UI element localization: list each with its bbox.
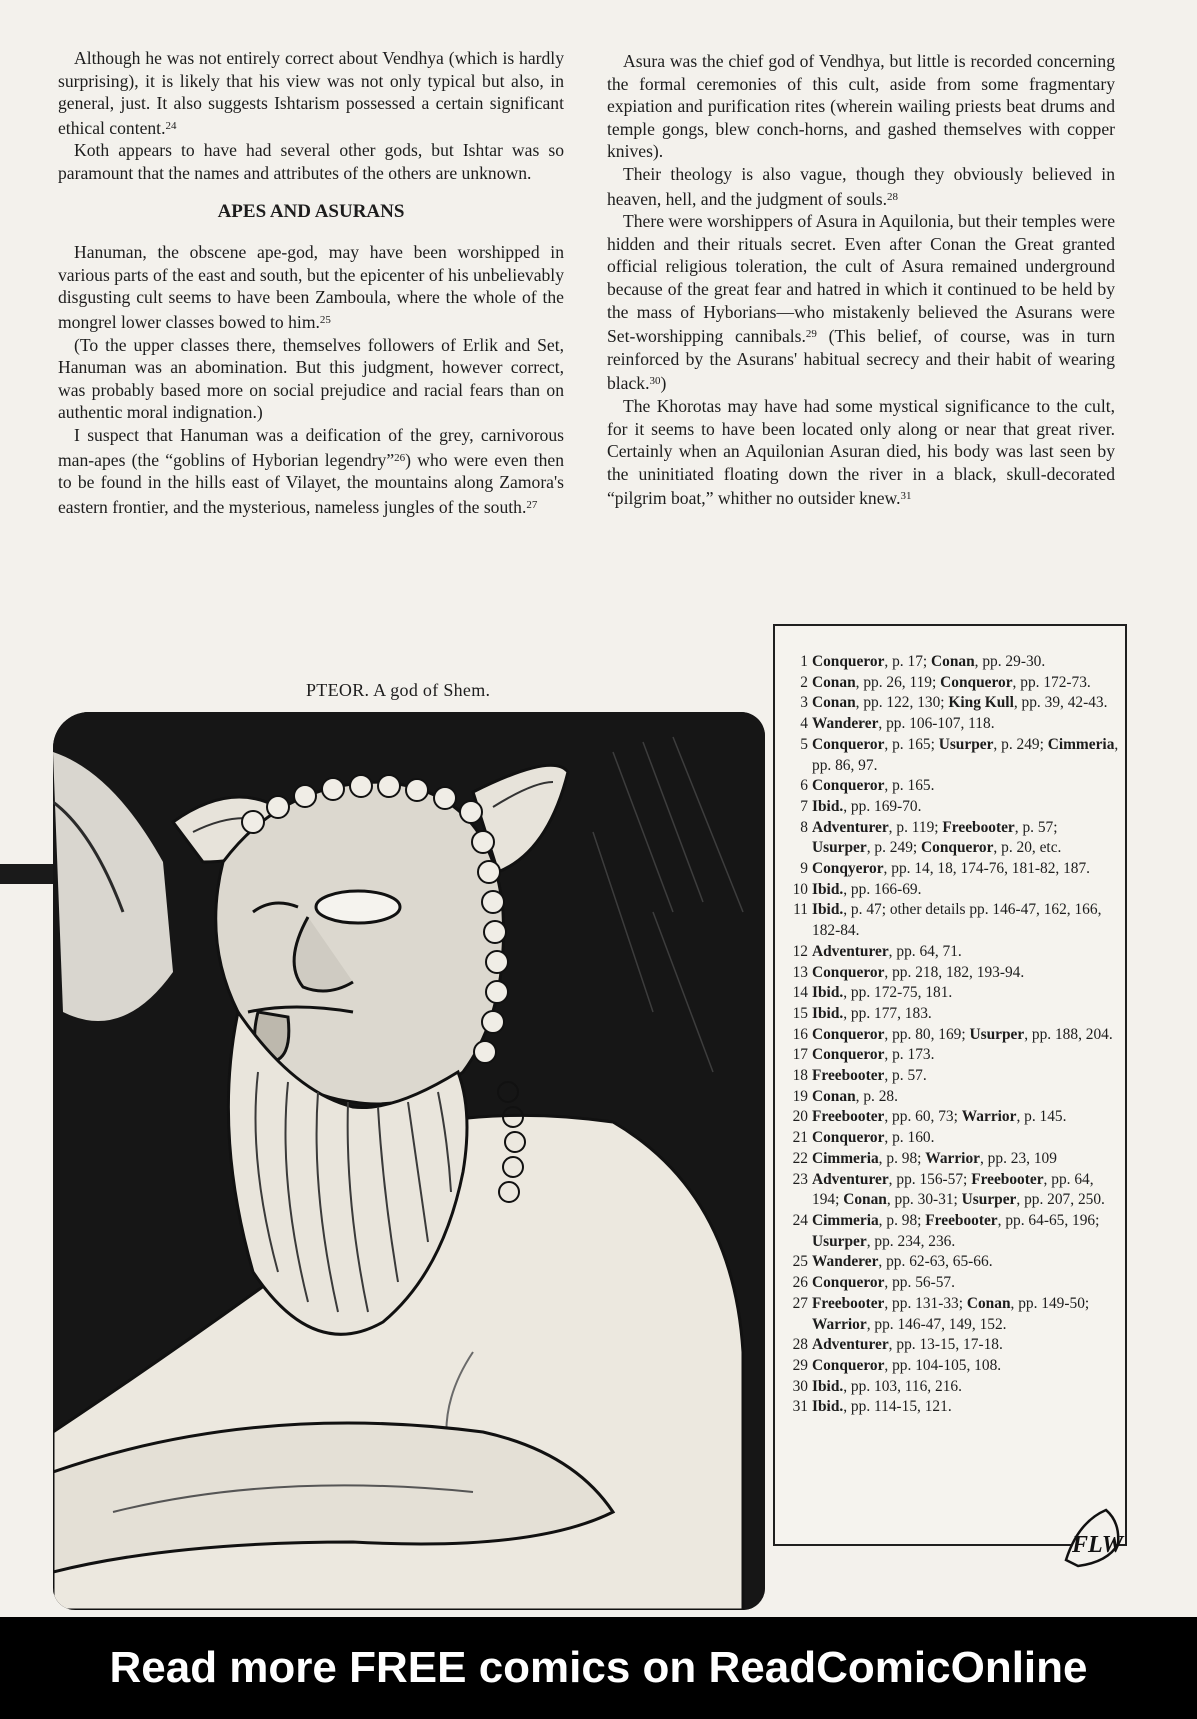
footnote-number: 2 xyxy=(800,673,808,691)
footnote-number: 7 xyxy=(800,797,808,815)
source-title: Freebooter xyxy=(942,818,1015,836)
footnote-number: 1 xyxy=(800,653,808,670)
page-reference: , pp. 166-69. xyxy=(843,880,922,898)
page-reference: , p. 249; xyxy=(866,839,922,857)
right-column xyxy=(607,50,1115,510)
page-reference: , pp. 60, 73; xyxy=(884,1108,962,1126)
source-title: Ibid. xyxy=(812,984,844,1002)
footnote-item xyxy=(775,1107,1119,1128)
source-title: Adventurer xyxy=(812,818,889,836)
source-title: Freebooter xyxy=(971,1170,1044,1188)
footnote-number: 12 xyxy=(792,942,808,960)
source-title: Conan xyxy=(812,673,856,691)
footnote-text xyxy=(812,1377,1119,1398)
page-reference: , pp. 177, 183. xyxy=(843,1004,932,1022)
source-title: Usurper xyxy=(938,735,994,753)
footnote-item xyxy=(775,983,1119,1004)
page-reference: , p. 173. xyxy=(884,1046,935,1064)
footnote-text xyxy=(812,1294,1119,1335)
footnote-item xyxy=(775,776,1119,797)
footnote-text xyxy=(812,1211,1119,1252)
source-title: Warrior xyxy=(961,1108,1017,1126)
page-reference: , pp. 29-30. xyxy=(974,653,1046,670)
footnote-number: 24 xyxy=(792,1211,808,1229)
source-title: Usurper xyxy=(812,839,867,857)
source-title: Ibid. xyxy=(812,1004,844,1022)
footnote-number: 16 xyxy=(792,1025,808,1043)
illustration-caption: PTEOR. A god of Shem. xyxy=(306,680,491,700)
footnote-item xyxy=(775,1128,1119,1149)
page-reference: , p. 98; xyxy=(878,1149,926,1167)
paragraph: Although he was not entirely correct about Vendhya (which is hardly surprising), it is likely that his view was not only typical but also, in general, just. It also suggests Ishtarism possessed a certain significant ethical content.$^{24}$ xyxy=(58,48,564,138)
source-title: Adventurer xyxy=(812,1336,889,1354)
footnote-text xyxy=(812,1045,1119,1066)
section-heading: APES AND ASURANS xyxy=(217,200,405,222)
footnote-item xyxy=(775,1045,1119,1066)
page-reference: , pp. 80, 169; xyxy=(884,1025,970,1043)
source-title: King Kull xyxy=(948,694,1014,712)
footnote-item xyxy=(775,1004,1119,1025)
source-title: Warrior xyxy=(812,1315,867,1333)
footnote-ref[interactable]: 24 xyxy=(165,119,177,132)
footnote-ref[interactable]: 27 xyxy=(526,498,538,511)
page-reference: , pp. 56-57. xyxy=(884,1274,955,1292)
footnote-number: 15 xyxy=(792,1004,808,1022)
source-title: Conan xyxy=(843,1191,887,1209)
footnote-number: 25 xyxy=(792,1253,808,1271)
page-reference: , p. 160. xyxy=(884,1129,935,1147)
footnote-text xyxy=(812,673,1119,694)
pteor-illustration xyxy=(53,712,765,1610)
source-title: Cimmeria xyxy=(1047,735,1115,753)
paragraph: The Khorotas may have had some mystical significance to the cult, for it seems to have been located only along or near that great river. Certainly when an Aquilonian Asuran died, his body was last seen by the uninitiated floating down the river in a black, skull-decorated “pilgrim boat,” whither no outsider knew.$^{31}$ xyxy=(607,395,1115,509)
footnote-text xyxy=(812,900,1119,941)
footnote-ref[interactable]: 31 xyxy=(900,490,912,503)
footnote-text xyxy=(812,942,1119,963)
paragraph: Hanuman, the obscene ape-god, may have been worshipped in various parts of the east and south, but the epicenter of his unbelievably disgusting cult seems to have been Zamboula, where the whole of the mongrel lower classes bowed to him.$^{25}$ xyxy=(58,242,564,332)
footnote-text xyxy=(812,1356,1119,1377)
footnote-text xyxy=(812,1128,1119,1149)
paragraph: Koth appears to have had several other gods, but Ishtar was so paramount that the names and attributes of the others are unknown. xyxy=(58,140,564,183)
footnote-number: 9 xyxy=(800,860,808,878)
footnote-number: 22 xyxy=(792,1149,808,1167)
footnote-text xyxy=(812,1087,1119,1108)
footnote-number: 19 xyxy=(792,1087,808,1105)
footnote-item xyxy=(775,859,1119,880)
footnote-number: 13 xyxy=(792,963,808,981)
paragraph: (To the upper classes there, themselves followers of Erlik and Set, Hanuman was an abomination. But this judgment, however correct, was probably based more on social prejudice and racial fears than on authentic moral indignation.) xyxy=(58,334,564,423)
source-title: Conan xyxy=(966,1294,1011,1312)
footnote-text xyxy=(812,963,1119,984)
footnote-item xyxy=(775,652,1119,673)
source-title: Conqueror xyxy=(812,1129,885,1147)
page-reference: , p. 57. xyxy=(884,1067,927,1085)
page-reference: , pp. 64-65, 196; xyxy=(997,1211,1100,1229)
footnote-item xyxy=(775,1294,1119,1335)
source-title: Conqueror xyxy=(812,1025,885,1043)
page-reference: , pp. 218, 182, 193-94. xyxy=(884,963,1025,981)
paragraph: Their theology is also vague, though they obviously believed in heaven, hell, and the judgment of souls.$^{28}$ xyxy=(607,163,1115,209)
source-title: Ibid. xyxy=(812,901,844,919)
footnote-ref[interactable]: 26 xyxy=(394,451,406,464)
footnote-text xyxy=(812,1252,1119,1273)
footnote-number: 6 xyxy=(800,777,808,795)
footnote-ref[interactable]: 28 xyxy=(886,190,898,203)
footnote-item xyxy=(775,797,1119,818)
source-title: Conqueror xyxy=(812,963,885,981)
footnote-item xyxy=(775,1356,1119,1377)
page-reference: , pp. 13-15, 17-18. xyxy=(888,1336,1003,1354)
footnote-number: 8 xyxy=(800,818,808,836)
footnotes-list xyxy=(775,626,1125,1418)
source-title: Conan xyxy=(931,653,975,670)
page-reference: , pp. 149-50; xyxy=(1010,1294,1090,1312)
page-reference: , pp. 172-75, 181. xyxy=(843,984,953,1002)
footnote-text xyxy=(812,776,1119,797)
footnote-text xyxy=(812,1335,1119,1356)
footnote-item xyxy=(775,1211,1119,1252)
page-reference: , pp. 122, 130; xyxy=(855,694,949,712)
footnote-number: 5 xyxy=(800,735,808,753)
footnote-item xyxy=(775,942,1119,963)
footnote-text xyxy=(812,1025,1119,1046)
footnote-item xyxy=(775,693,1119,714)
left-column xyxy=(58,47,564,518)
page-reference: , pp. 62-63, 65-66. xyxy=(878,1253,993,1271)
page-reference: , pp. 146-47, 149, 152. xyxy=(866,1315,1007,1333)
footnote-item xyxy=(775,1377,1119,1398)
source-title: Ibid. xyxy=(812,797,844,815)
footnote-text xyxy=(812,797,1119,818)
page-reference: , pp. 131-33; xyxy=(884,1294,967,1312)
footnote-text xyxy=(812,983,1119,1004)
footnote-number: 10 xyxy=(792,880,808,898)
footnote-item xyxy=(775,963,1119,984)
page-reference: , pp. 26, 119; xyxy=(855,673,941,691)
source-title: Usurper xyxy=(969,1025,1025,1043)
footnote-text xyxy=(812,1107,1119,1128)
page-reference: , pp. 86, 97. xyxy=(812,735,1119,774)
page-reference: , pp. 169-70. xyxy=(843,797,922,815)
footnote-number: 4 xyxy=(800,715,808,733)
publisher-logo xyxy=(1058,1502,1128,1572)
footnote-item xyxy=(775,1397,1119,1418)
page-reference: , pp. 14, 18, 174-76, 181-82, 187. xyxy=(883,860,1091,878)
source-title: Freebooter xyxy=(812,1067,885,1085)
source-title: Freebooter xyxy=(812,1294,885,1312)
footnote-text xyxy=(812,1170,1119,1211)
source-title: Warrior xyxy=(925,1149,980,1167)
footnote-item xyxy=(775,1066,1119,1087)
footnote-item xyxy=(775,818,1119,859)
page-reference: , pp. 172-73. xyxy=(1012,673,1091,691)
footnote-number: 3 xyxy=(800,694,808,712)
promo-banner[interactable]: Read more FREE comics on ReadComicOnline xyxy=(0,1617,1197,1719)
page-reference: , pp. 156-57; xyxy=(888,1170,972,1188)
footnote-number: 27 xyxy=(792,1294,808,1312)
footnotes-box xyxy=(773,624,1127,1546)
footnote-number: 11 xyxy=(793,901,808,919)
source-title: Conan xyxy=(812,694,856,712)
footnote-text xyxy=(812,693,1119,714)
footnote-number: 14 xyxy=(792,984,808,1002)
source-title: Conqyeror xyxy=(812,860,884,878)
page-reference: , pp. 30-31; xyxy=(886,1191,962,1209)
page-reference: , p. 249; xyxy=(993,735,1048,753)
page-reference: , p. 47; other details pp. 146-47, 162, 166, 182-84. xyxy=(812,901,1102,940)
footnote-item xyxy=(775,1252,1119,1273)
paragraph: There were worshippers of Asura in Aquilonia, but their temples were hidden and their rituals secret. Even after Conan the Great granted official religious toleration, the cult of Asura remained underground because of the great fear and hatred in which it continued to be held by the mass of Hyborians—who mistakenly believed the Asurans were Set-worshipping cannibals.$^{29}$ (This belief, of course, was in turn reinforced by the Asurans' habitual secrecy and their habit of wearing black.$^{30}$) xyxy=(607,211,1116,394)
source-title: Wanderer xyxy=(812,715,879,733)
source-title: Conqueror xyxy=(812,653,885,670)
footnote-item xyxy=(775,1335,1119,1356)
footnote-item xyxy=(775,714,1119,735)
page-reference: , pp. 106-107, 118. xyxy=(878,715,995,733)
footnote-number: 31 xyxy=(792,1398,808,1416)
source-title: Conqueror xyxy=(812,1046,885,1064)
source-title: Conan xyxy=(812,1087,856,1105)
footnote-number: 26 xyxy=(792,1274,808,1292)
page-reference: , pp. 188, 204. xyxy=(1024,1025,1113,1043)
footnote-item xyxy=(775,1149,1119,1170)
footnote-number: 30 xyxy=(792,1377,808,1395)
paragraph: Asura was the chief god of Vendhya, but little is recorded concerning the formal ceremonies of this cult, aside from some fragmentary expiation and purification rites (wherein wailing priests beat drums and temple gongs, blew conch-horns, and gashed themselves with copper knives). xyxy=(607,51,1115,162)
footnote-text xyxy=(812,652,1119,673)
logo-text: FLW xyxy=(1072,1532,1124,1558)
footnote-item xyxy=(775,1170,1119,1211)
source-title: Ibid. xyxy=(812,1377,844,1395)
page-reference: , p. 98; xyxy=(878,1211,926,1229)
footnote-item xyxy=(775,880,1119,901)
footnote-item xyxy=(775,1087,1119,1108)
source-title: Ibid. xyxy=(812,880,844,898)
page-reference: , pp. 114-15, 121. xyxy=(843,1398,952,1416)
page-reference: , p. 165; xyxy=(884,735,939,753)
footnote-number: 23 xyxy=(792,1170,808,1188)
source-title: Conqueror xyxy=(812,1356,885,1374)
page-reference: , p. 28. xyxy=(855,1087,898,1105)
source-title: Cimmeria xyxy=(812,1149,879,1167)
footnote-number: 18 xyxy=(792,1067,808,1085)
page-reference: , pp. 207, 250. xyxy=(1016,1191,1105,1209)
footnote-text xyxy=(812,1066,1119,1087)
footnote-number: 28 xyxy=(792,1336,808,1354)
footnote-text xyxy=(812,714,1119,735)
footnote-text xyxy=(812,1397,1119,1418)
source-title: Usurper xyxy=(961,1191,1017,1209)
page-reference: , pp. 64, 71. xyxy=(888,942,962,960)
footnote-text xyxy=(812,1149,1119,1170)
footnote-text xyxy=(812,1004,1119,1025)
page-reference: , p. 57; xyxy=(1014,818,1058,836)
footnote-ref[interactable]: 30 xyxy=(649,375,661,388)
source-title: Usurper xyxy=(812,1232,867,1250)
footnote-number: 20 xyxy=(792,1108,808,1126)
source-title: Freebooter xyxy=(812,1108,885,1126)
source-title: Conqueror xyxy=(812,777,885,795)
source-title: Conqueror xyxy=(940,673,1013,691)
source-title: Conqueror xyxy=(812,735,885,753)
source-title: Conqueror xyxy=(921,839,994,857)
footnote-ref[interactable]: 29 xyxy=(805,328,817,341)
footnote-item xyxy=(775,673,1119,694)
footnote-number: 21 xyxy=(792,1129,808,1147)
footnote-item xyxy=(775,1025,1119,1046)
footnote-item xyxy=(775,1273,1119,1294)
page-edge-tab xyxy=(0,864,54,884)
source-title: Wanderer xyxy=(812,1253,879,1271)
footnote-text xyxy=(812,859,1119,880)
page-reference: , p. 20, etc. xyxy=(993,839,1062,857)
footnote-text xyxy=(812,818,1119,859)
page-reference: , pp. 103, 116, 216. xyxy=(843,1377,962,1395)
source-title: Freebooter xyxy=(925,1211,998,1229)
footnote-number: 17 xyxy=(792,1046,808,1064)
page-reference: , p. 119; xyxy=(888,818,943,836)
footnote-text xyxy=(812,880,1119,901)
source-title: Adventurer xyxy=(812,1170,889,1188)
page-reference: , p. 17; xyxy=(884,653,932,670)
footnote-number: 29 xyxy=(792,1356,808,1374)
page-reference: , p. 145. xyxy=(1016,1108,1067,1126)
footnote-text xyxy=(812,735,1119,776)
source-title: Adventurer xyxy=(812,942,889,960)
page-reference: , pp. 234, 236. xyxy=(866,1232,956,1250)
source-title: Cimmeria xyxy=(812,1211,879,1229)
page-reference: , pp. 64, 194; xyxy=(812,1170,1094,1209)
footnote-item xyxy=(775,735,1119,776)
paragraph: I suspect that Hanuman was a deification of the grey, carnivorous man-apes (the “goblins of Hyborian legendry”$^{26}$) who were even then to be found in the hills east of Vilayet, the mountains along Zamora's eastern frontier, and the mysterious, nameless jungles of the south.$^{27}$ xyxy=(58,424,565,517)
source-title: Conqueror xyxy=(812,1274,885,1292)
page-reference: , pp. 23, 109 xyxy=(979,1149,1057,1167)
footnote-text xyxy=(812,1273,1119,1294)
footnote-item xyxy=(775,900,1119,941)
page-reference: , pp. 39, 42-43. xyxy=(1013,694,1108,712)
god-figure-drawing xyxy=(53,712,765,1610)
footnote-ref[interactable]: 25 xyxy=(319,313,331,326)
page-reference: , p. 165. xyxy=(884,777,935,795)
source-title: Ibid. xyxy=(812,1398,844,1416)
page-reference: , pp. 104-105, 108. xyxy=(884,1356,1002,1374)
